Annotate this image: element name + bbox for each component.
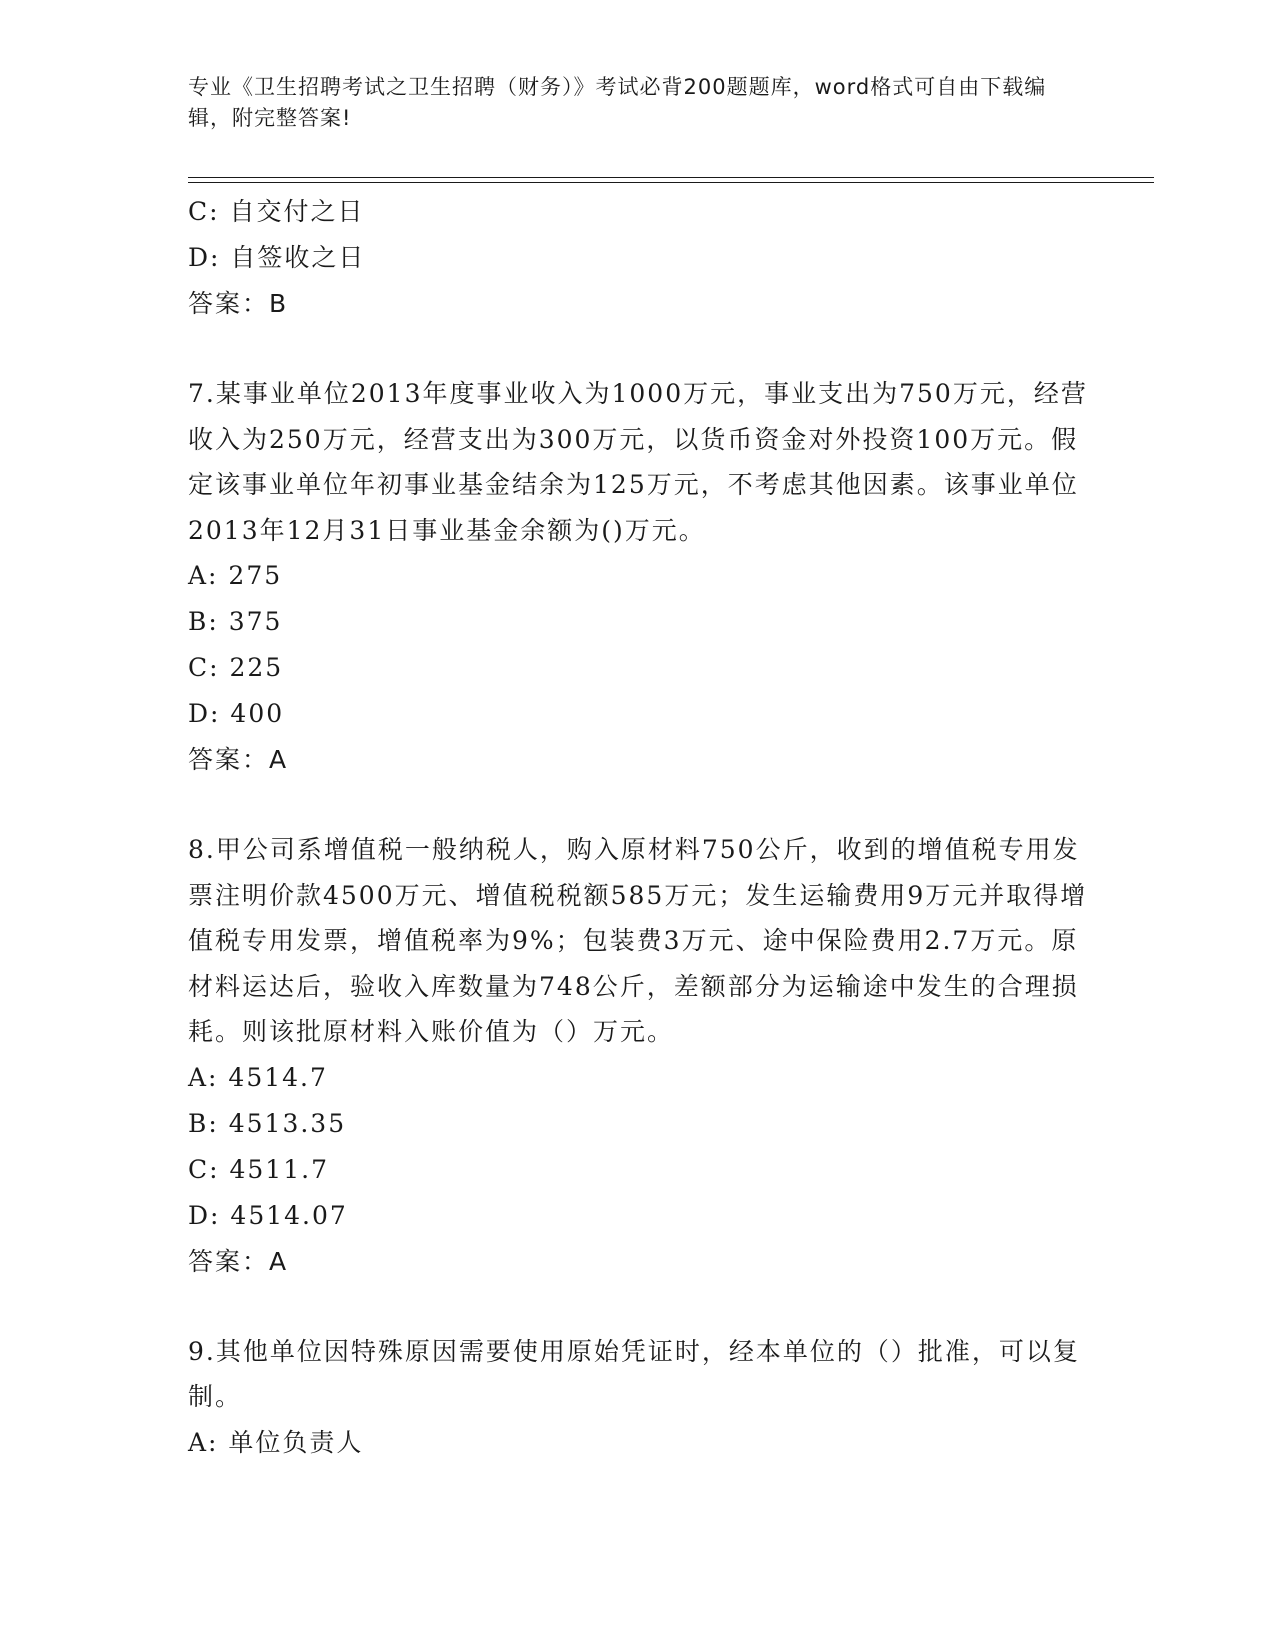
header-divider-top bbox=[188, 177, 1154, 178]
header-divider-bottom bbox=[188, 182, 1154, 183]
question-8-answer: 答案：A bbox=[188, 1246, 289, 1276]
question-8-option-c: C: 4511.7 bbox=[188, 1154, 329, 1184]
page-header: 专业《卫生招聘考试之卫生招聘（财务）》考试必背200题题库，word格式可自由下载编辑，附完整答案! bbox=[188, 75, 1047, 130]
question-8-option-d: D: 4514.07 bbox=[188, 1200, 348, 1230]
question-8-option-a: A: 4514.7 bbox=[188, 1062, 328, 1092]
question-7-answer: 答案：A bbox=[188, 745, 289, 774]
question-content bbox=[188, 189, 1088, 1466]
spacer bbox=[188, 327, 1088, 371]
question-7-text: 7.某事业单位2013年度事业收入为1000万元，事业支出为750万元，经营收入为250万元，经营支出为300万元，以货币资金对外投资100万元。假定该事业单位年初事业基金结余为125万元，不考虑其他因素。该事业单位2013年12月31日事业基金余额为()万元。 bbox=[188, 379, 1088, 545]
spacer bbox=[188, 783, 1088, 827]
question-7-option-c: C: 225 bbox=[188, 653, 284, 682]
spacer bbox=[188, 1285, 1088, 1329]
question-8-option-b: B: 4513.35 bbox=[188, 1108, 347, 1138]
question-8-text: 8.甲公司系增值税一般纳税人，购入原材料750公斤，收到的增值税专用发票注明价款4500万元、增值税税额585万元；发生运输费用9万元并取得增值税专用发票，增值税率为9%；包装费3万元、途中保险费用2.7万元。原材料运达后，验收入库数量为748公斤，差额部分为运输途中发生的合理损耗。则该批原材料入账价值为（）万元。 bbox=[188, 835, 1088, 1046]
prev-option-c: C: 自交付之日 bbox=[188, 197, 365, 226]
prev-option-d: D: 自签收之日 bbox=[188, 243, 366, 272]
prev-answer: 答案：B bbox=[188, 289, 289, 318]
question-7-option-a: A: 275 bbox=[188, 561, 283, 590]
question-7-option-b: B: 375 bbox=[188, 607, 283, 636]
question-9-text: 9.其他单位因特殊原因需要使用原始凭证时，经本单位的（）批准，可以复制。 bbox=[188, 1336, 1080, 1411]
question-9-option-a: A: 单位负责人 bbox=[188, 1427, 364, 1457]
question-7-option-d: D: 400 bbox=[188, 699, 285, 728]
